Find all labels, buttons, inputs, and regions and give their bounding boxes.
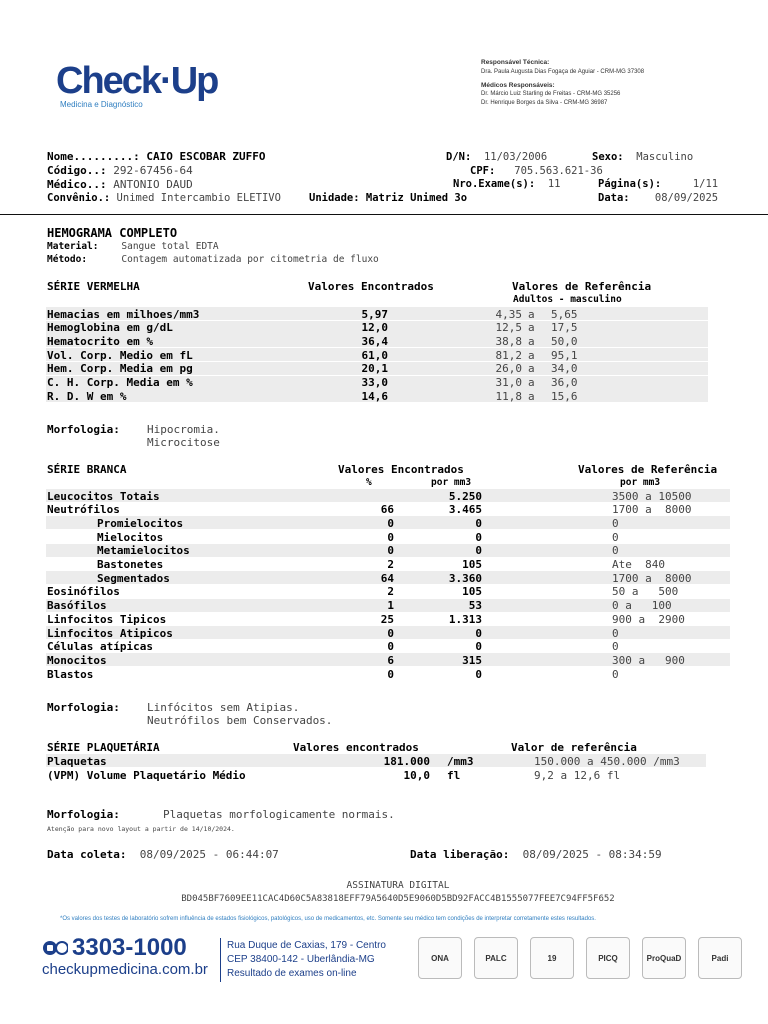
sb-row-label: Segmentados xyxy=(97,571,170,585)
sb-row-pct: 64 xyxy=(380,571,394,585)
palc-seal: PALC xyxy=(474,937,518,979)
pl-row-ref: 150.000 a 450.000 /mm3 xyxy=(534,755,680,768)
sv-row-ref-min: 11,8 xyxy=(495,389,522,403)
ona-seal: ONA xyxy=(418,937,462,979)
proquad-seal: ProQuaD xyxy=(642,937,686,979)
metodo: Contagem automatizada por citometria de fluxo xyxy=(121,254,379,265)
19-seal: 19 xyxy=(530,937,574,979)
layout-notice: Atenção para novo layout a partir de 14/10/2024. xyxy=(47,825,235,833)
data-liberacao-row: Data liberação: 08/09/2025 - 08:34:59 xyxy=(410,848,662,861)
sb-row-label: Linfocitos Atipicos xyxy=(47,626,173,640)
data-coleta-row: Data coleta: 08/09/2025 - 06:44:07 xyxy=(47,848,279,861)
sb-row-label: Bastonetes xyxy=(97,558,164,571)
nro-exame: 11 xyxy=(547,178,561,190)
sb-row-abs: 105 xyxy=(462,585,482,599)
sb-row-ref: 1700 a 8000 xyxy=(612,503,692,517)
sv-row-value: 36,4 xyxy=(361,334,388,348)
serie-vermelha-title: SÉRIE VERMELHA xyxy=(47,280,140,293)
sb-row-abs: 1.313 xyxy=(448,612,482,626)
sv-row-ref-max: 15,6 xyxy=(551,389,578,403)
metodo-row: Método: Contagem automatizada por citometria de fluxo xyxy=(47,254,379,265)
sv-row-label: C. H. Corp. Media em % xyxy=(47,376,193,389)
sb-morfologia-2: Neutrófilos bem Conservados. xyxy=(147,714,333,727)
patient-unidade-row: Unidade: Matriz Unimed 3o xyxy=(309,192,468,204)
logo-tagline: Medicina e Diagnóstico xyxy=(60,100,143,109)
sv-row-ref-sep: a xyxy=(528,321,535,335)
patient-doctor-row: Médico..: ANTONIO DAUD xyxy=(47,178,193,191)
material-row: Material: Sangue total EDTA xyxy=(47,241,219,252)
sv-row-ref-min: 31,0 xyxy=(495,376,522,389)
sexo-row: Sexo: Masculino xyxy=(592,151,694,163)
sb-row-label: Linfocitos Tipicos xyxy=(47,612,167,626)
sb-row-label: Promielocitos xyxy=(97,516,184,530)
header-divider xyxy=(0,214,768,215)
material: Sangue total EDTA xyxy=(121,241,219,252)
sv-morfologia-1: Hipocromia. xyxy=(147,423,220,436)
pl-row-value: 181.000 xyxy=(383,755,430,768)
sv-row-value: 14,6 xyxy=(361,389,388,403)
sv-col-ref: Valores de Referência xyxy=(512,280,652,293)
sv-col-ref-sub: Adultos - masculino xyxy=(513,294,622,305)
sb-row-ref: Ate 840 xyxy=(612,558,665,571)
sv-row-ref-max: 17,5 xyxy=(551,321,578,335)
sv-row-value: 20,1 xyxy=(361,362,388,376)
sb-row-abs: 3.465 xyxy=(448,503,482,517)
patient-doctor: ANTONIO DAUD xyxy=(113,178,193,191)
checkup-logo xyxy=(56,52,218,112)
sb-row-pct: 2 xyxy=(387,585,394,599)
cpf-row: CPF: 705.563.621-36 xyxy=(470,165,603,177)
sb-row-ref: 50 a 500 xyxy=(612,585,679,599)
dn-row: D/N: 11/03/2006 xyxy=(446,151,548,163)
sv-row-ref-max: 34,0 xyxy=(551,362,578,376)
sb-row-ref: 900 a 2900 xyxy=(612,612,685,626)
sv-row-ref-max: 95,1 xyxy=(551,348,578,362)
sb-row-ref: 0 a 100 xyxy=(612,599,672,613)
sb-row-ref: 0 xyxy=(612,667,619,681)
footer-divider xyxy=(220,938,221,982)
footer-site[interactable]: checkupmedicina.com.br xyxy=(42,961,208,978)
sv-row-value: 12,0 xyxy=(361,321,388,335)
sv-row-ref-max: 5,65 xyxy=(551,307,578,321)
pl-col-ref: Valor de referência xyxy=(511,741,637,754)
sb-row-pct: 0 xyxy=(387,530,394,544)
serie-branca-title: SÉRIE BRANCA xyxy=(47,463,127,476)
sv-row-ref-sep: a xyxy=(528,334,535,348)
footer-addr3: Resultado de exames on-line xyxy=(227,968,357,979)
sv-morfologia-label: Morfologia: xyxy=(47,423,120,436)
sb-row-pct: 25 xyxy=(380,612,394,626)
patient-name: CAIO ESCOBAR ZUFFO xyxy=(146,150,266,163)
pagina: 1/11 xyxy=(692,178,719,190)
sb-row-pct: 0 xyxy=(387,544,394,558)
sb-row-label: Blastos xyxy=(47,667,94,681)
sb-row-ref: 0 xyxy=(612,544,619,558)
sv-row-label: Hematocrito em % xyxy=(47,334,153,348)
sv-row-ref-min: 12,5 xyxy=(495,321,522,335)
sv-row-value: 33,0 xyxy=(361,376,388,389)
sb-row-abs: 0 xyxy=(475,626,482,640)
sv-row-ref-max: 36,0 xyxy=(551,376,578,389)
sv-row-ref-min: 38,8 xyxy=(495,334,522,348)
sb-row-abs: 105 xyxy=(462,558,482,571)
assinatura-hash: BD045BF7609EE11CAC4D60C5A83818EFF79A5640D5E9060D5BD92FACC4B1555077FEE7C94FF5F652 xyxy=(181,894,615,904)
sv-row-ref-min: 81,2 xyxy=(495,348,522,362)
logo-wordmark: Check·Up xyxy=(56,60,218,102)
sv-row-ref-sep: a xyxy=(528,389,535,403)
sb-row-ref: 3500 a 10500 xyxy=(612,489,692,503)
vpm-row-ref: 9,2 a 12,6 fl xyxy=(534,769,621,782)
sb-col-ref: Valores de Referência xyxy=(578,463,718,476)
data-row: Data: 08/09/2025 xyxy=(598,192,719,204)
medicos-title: Médicos Responsáveis: xyxy=(481,82,555,89)
resp-tecnica-name: Dra. Paula Augusta Dias Fogaça de Aguiar - CRM-MG 37308 xyxy=(481,69,645,75)
vpm-row-unit: fl xyxy=(447,769,461,782)
pl-row-label: Plaquetas xyxy=(47,755,107,768)
patient-cpf: 705.563.621-36 xyxy=(514,165,603,177)
padi-seal: Padi xyxy=(698,937,742,979)
footer-addr2: CEP 38400-142 - Uberlândia-MG xyxy=(227,954,375,965)
patient-code: 292-67456-64 xyxy=(113,164,193,177)
sb-row-label: Leucocitos Totais xyxy=(47,489,160,503)
data-liberacao: 08/09/2025 - 08:34:59 xyxy=(522,848,662,861)
vpm-row-label: (VPM) Volume Plaquetário Médio xyxy=(47,769,246,782)
sb-row-ref: 1700 a 8000 xyxy=(612,571,692,585)
sb-row-pct: 0 xyxy=(387,667,394,681)
sb-row-label: Eosinófilos xyxy=(47,585,120,599)
sb-row-abs: 0 xyxy=(475,530,482,544)
sv-row-ref-sep: a xyxy=(528,362,535,376)
patient-name-row: Nome.........: CAIO ESCOBAR ZUFFO xyxy=(47,150,266,163)
sb-row-abs: 3.360 xyxy=(448,571,482,585)
sv-row-ref-sep: a xyxy=(528,376,535,389)
vpm-row-value: 10,0 xyxy=(403,769,430,782)
footer-addr1: Rua Duque de Caxias, 179 - Centro xyxy=(227,940,386,951)
sb-row-abs: 0 xyxy=(475,516,482,530)
sv-row-label: R. D. W em % xyxy=(47,389,127,403)
pl-morfologia: Plaquetas morfologicamente normais. xyxy=(163,808,395,821)
sv-row-ref-sep: a xyxy=(528,307,535,321)
sb-row-label: Células atípicas xyxy=(47,640,153,654)
nro-exame-row: Nro.Exame(s): 11 xyxy=(453,178,561,190)
sb-col-mm3: por mm3 xyxy=(431,477,472,488)
sb-row-ref: 0 xyxy=(612,626,619,640)
sb-row-ref: 300 a 900 xyxy=(612,653,685,667)
sv-row-value: 61,0 xyxy=(361,348,388,362)
sv-row-label: Hem. Corp. Media em pg xyxy=(47,362,193,376)
sb-row-abs: 315 xyxy=(462,653,482,667)
sv-row-label: Hemacias em milhoes/mm3 xyxy=(47,307,200,321)
sv-col-valores: Valores Encontrados xyxy=(308,280,434,293)
serie-plaquetaria-title: SÉRIE PLAQUETÁRIA xyxy=(47,741,160,754)
medico-2: Dr. Henrique Borges da Silva - CRM-MG 36987 xyxy=(481,100,608,106)
pl-row-unit: /mm3 xyxy=(447,755,474,768)
sv-row-label: Vol. Corp. Medio em fL xyxy=(47,348,193,362)
resp-tecnica-title: Responsável Técnica: xyxy=(481,59,550,66)
sb-row-abs: 5.250 xyxy=(448,489,482,503)
sv-row-value: 5,97 xyxy=(361,307,388,321)
patient-dn: 11/03/2006 xyxy=(483,151,548,163)
sb-row-abs: 0 xyxy=(475,640,482,654)
sb-row-pct: 0 xyxy=(387,626,394,640)
sb-row-pct: 0 xyxy=(387,640,394,654)
sb-row-pct: 6 xyxy=(387,653,394,667)
sb-row-pct: 0 xyxy=(387,516,394,530)
phone-icon xyxy=(42,935,68,961)
sb-row-ref: 0 xyxy=(612,530,619,544)
sb-col-ref-sub: por mm3 xyxy=(620,477,661,488)
sb-row-label: Monocitos xyxy=(47,653,107,667)
picq-seal: PICQ xyxy=(586,937,630,979)
assinatura-title: ASSINATURA DIGITAL xyxy=(346,880,450,891)
sb-row-label: Mielocitos xyxy=(97,530,164,544)
sb-morfologia-1: Linfócitos sem Atipias. xyxy=(147,701,300,714)
pl-col-valores: Valores encontrados xyxy=(293,741,419,754)
sb-col-valores: Valores Encontrados xyxy=(338,463,464,476)
sb-row-pct: 1 xyxy=(387,599,394,613)
footer-phone: 3303-1000 xyxy=(72,934,187,961)
exam-title: HEMOGRAMA COMPLETO xyxy=(47,226,178,240)
sb-row-label: Neutrófilos xyxy=(47,503,120,517)
sb-row-pct: 66 xyxy=(380,503,394,517)
report-date: 08/09/2025 xyxy=(654,192,719,204)
sb-row-pct: 2 xyxy=(387,558,394,571)
patient-code-row: Código..: 292-67456-64 xyxy=(47,164,193,177)
sv-row-ref-min: 26,0 xyxy=(495,362,522,376)
sb-row-label: Metamielocitos xyxy=(97,544,190,558)
patient-convenio: Unimed Intercambio ELETIVO xyxy=(116,192,281,204)
sb-row-label: Basófilos xyxy=(47,599,107,613)
sb-row-ref: 0 xyxy=(612,640,619,654)
pagina-row: Página(s): 1/11 xyxy=(598,178,719,190)
data-coleta: 08/09/2025 - 06:44:07 xyxy=(139,848,279,861)
sb-row-abs: 53 xyxy=(468,599,482,613)
sb-morfologia-label: Morfologia: xyxy=(47,701,120,714)
sv-row-ref-max: 50,0 xyxy=(551,334,578,348)
medico-1: Dr. Márcio Luiz Starling de Freitas - CRM-MG 35256 xyxy=(481,91,621,97)
pl-morfologia-label: Morfologia: xyxy=(47,808,120,821)
sv-row-label: Hemoglobina em g/dL xyxy=(47,321,173,335)
sv-row-ref-sep: a xyxy=(528,348,535,362)
patient-sexo: Masculino xyxy=(636,151,694,163)
sb-row-abs: 0 xyxy=(475,544,482,558)
patient-convenio-row: Convênio.: Unimed Intercambio ELETIVO xyxy=(47,192,281,204)
sv-morfologia-2: Microcitose xyxy=(147,436,220,449)
sv-row-ref-min: 4,35 xyxy=(495,307,522,321)
sb-row-abs: 0 xyxy=(475,667,482,681)
sb-col-pct: % xyxy=(366,477,372,488)
disclaimer: *Os valores dos testes de laboratório sofrem influência de estados fisiológicos, patológicos, uso de medicamentos, etc. Somente seu médico tem condições de interpretar corretamente estes resultados. xyxy=(60,916,596,922)
sb-row-ref: 0 xyxy=(612,516,619,530)
patient-unidade: Matriz Unimed 3o xyxy=(365,192,468,204)
